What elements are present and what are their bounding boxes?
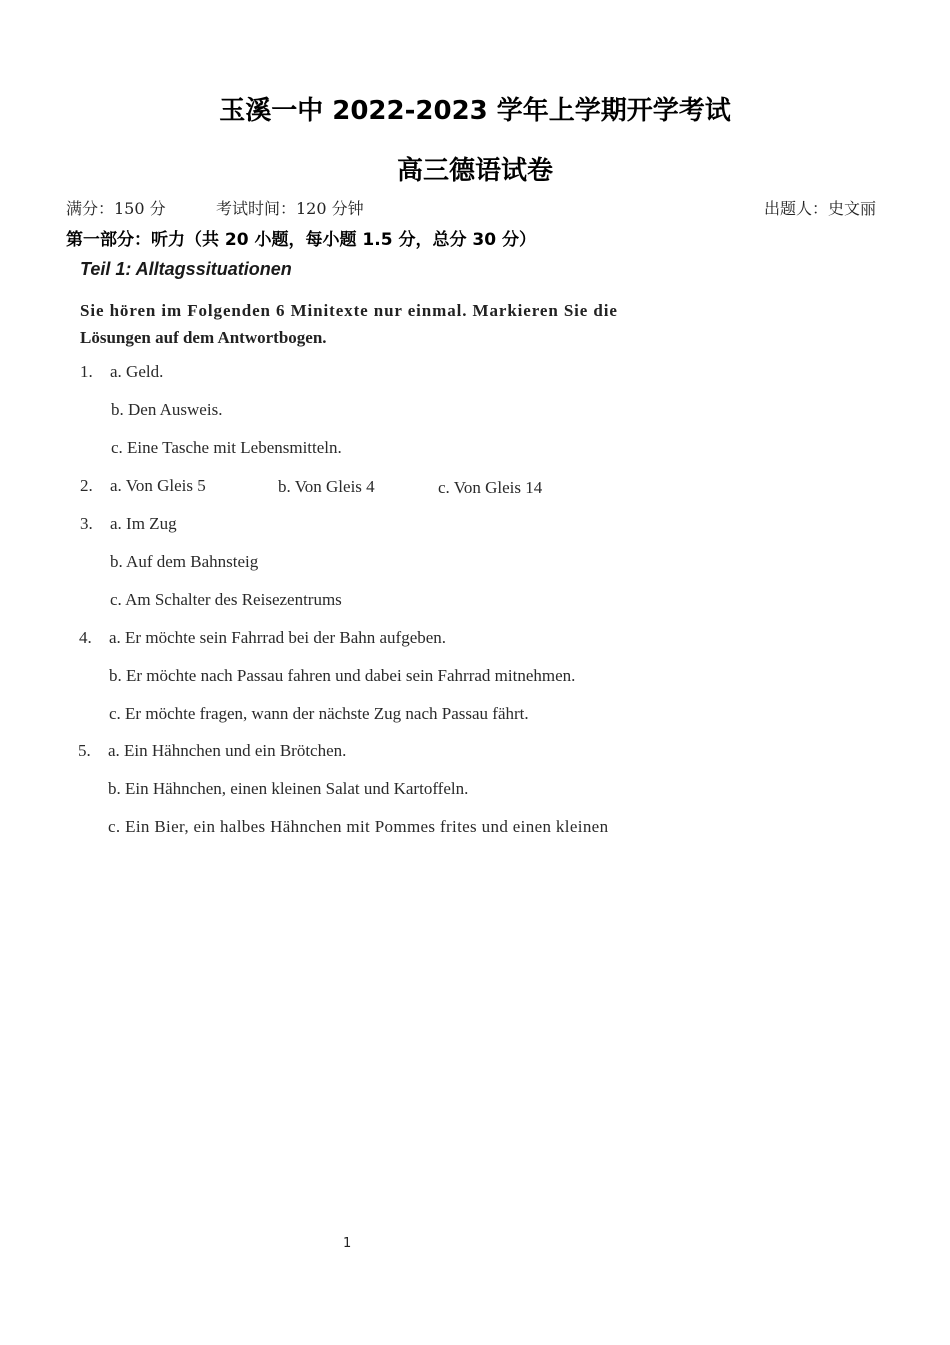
- answer-option: b. Er möchte nach Passau fahren und dabei sein Fahrrad mitnehmen.: [109, 666, 576, 685]
- answer-option: b. Ein Hähnchen, einen kleinen Salat und Kartoffeln.: [108, 779, 469, 798]
- question-number: 4.: [79, 628, 92, 647]
- exam-meta: [66, 196, 876, 220]
- instruction-line: Lösungen auf dem Antwortbogen.: [80, 328, 327, 347]
- answer-option: c. Ein Bier, ein halbes Hähnchen mit Pommes frites und einen kleinen: [108, 817, 609, 836]
- question-number: 2.: [80, 476, 93, 495]
- answer-option: c. Eine Tasche mit Lebensmitteln.: [111, 438, 342, 457]
- exam-subtitle: 高三德语试卷: [396, 156, 553, 186]
- teil-heading: Teil 1: Alltagssituationen: [80, 259, 292, 279]
- question-number: 5.: [78, 741, 91, 760]
- full-score: 满分：150 分: [66, 199, 166, 218]
- answer-option: c. Am Schalter des Reisezentrums: [110, 590, 342, 609]
- exam-title: 玉溪一中 2022-2023 学年上学期开学考试: [219, 96, 731, 126]
- exam-duration: 考试时间：120 分钟: [216, 199, 364, 218]
- question-number: 1.: [80, 362, 93, 381]
- answer-option: a. Geld.: [110, 362, 164, 381]
- answer-option: a. Im Zug: [110, 514, 177, 533]
- answer-option: b. Den Ausweis.: [111, 400, 223, 419]
- answer-option: c. Von Gleis 14: [438, 478, 543, 497]
- exam-author: 出题人：史文丽: [763, 199, 876, 218]
- answer-option: b. Von Gleis 4: [278, 477, 375, 496]
- answer-option: a. Er möchte sein Fahrrad bei der Bahn aufgeben.: [109, 628, 447, 647]
- instruction-text: [80, 297, 680, 351]
- answer-option: a. Von Gleis 5: [110, 476, 206, 495]
- page-number: 1: [343, 1236, 352, 1251]
- instruction-line: Sie hören im Folgenden 6 Minitexte nur einmal. Markieren Sie die: [80, 301, 618, 320]
- question-number: 3.: [80, 514, 93, 533]
- answer-option: c. Er möchte fragen, wann der nächste Zug nach Passau fährt.: [109, 704, 529, 723]
- part-one-heading: 第一部分：听力（共 20 小题，每小题 1.5 分，总分 30 分）: [66, 230, 536, 250]
- answer-option: a. Ein Hähnchen und ein Brötchen.: [108, 741, 347, 760]
- answer-option: b. Auf dem Bahnsteig: [110, 552, 259, 571]
